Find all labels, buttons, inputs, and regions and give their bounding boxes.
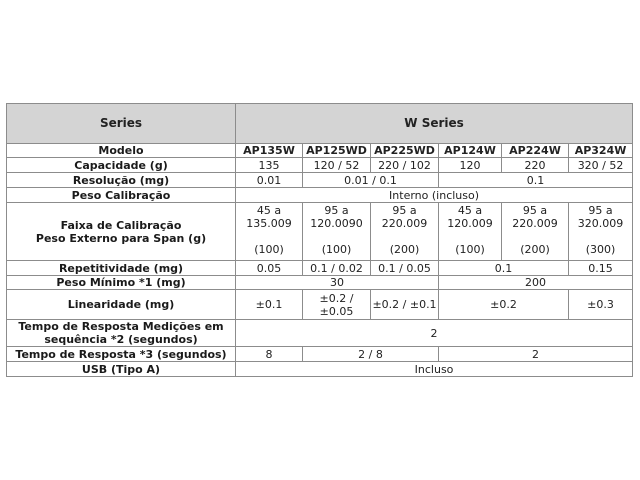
header-row [7,104,633,144]
linearity-value-line1: ±0.2 / [319,291,354,305]
resolution-value: 0.01 [236,173,303,188]
linearity-value: ±0.2 / ±0.1 [371,290,439,320]
linearity-value: ±0.2 [439,290,569,320]
usb-label: USB (Tipo A) [7,362,236,377]
model-row [7,144,633,158]
linearity-value: ±0.1 [236,290,303,320]
range-start: 45 a [256,204,282,217]
calibration-range-label [7,203,236,261]
sequence-response-value: 2 [236,320,633,347]
model-ap135w: AP135W [236,144,303,158]
calibration-range-cell [303,203,371,261]
calibration-weight-value: Interno (incluso) [236,188,633,203]
response-time-value: 2 [439,347,633,362]
repeatability-value: 0.05 [236,261,303,276]
linearity-value-stacked [303,290,371,320]
min-weight-row [7,276,633,290]
calibration-range-label-line1: Faixa de Calibração [60,218,182,232]
model-ap124w: AP124W [439,144,502,158]
repeatability-value: 0.1 / 0.02 [303,261,371,276]
capacity-value: 220 / 102 [371,158,439,173]
repeatability-value: 0.1 / 0.05 [371,261,439,276]
resolution-value: 0.01 / 0.1 [303,173,439,188]
calibration-range-cell [439,203,502,261]
resolution-value: 0.1 [439,173,633,188]
model-ap125wd: AP125WD [303,144,371,158]
response-time-value: 8 [236,347,303,362]
calibration-range-cell [502,203,569,261]
capacity-row [7,158,633,173]
capacity-value: 320 / 52 [569,158,633,173]
capacity-label: Capacidade (g) [7,158,236,173]
range-start: 95 a [522,204,548,217]
linearity-label: Linearidade (mg) [7,290,236,320]
range-end: 320.009 [577,217,624,230]
calibration-weight-label: Peso Calibração [7,188,236,203]
resolution-label: Resolução (mg) [7,173,236,188]
sequence-response-label-line1: Tempo de Resposta Medições em [18,320,224,333]
range-start: 95 a [392,204,417,217]
response-time-value: 2 / 8 [303,347,439,362]
capacity-value: 120 / 52 [303,158,371,173]
range-end: 220.009 [381,217,428,230]
repeatability-value: 0.15 [569,261,633,276]
series-header: Series [7,104,236,144]
recommended-weight: (100) [321,243,352,256]
response-time-row [7,347,633,362]
range-start: 95 a [324,204,349,217]
sequence-response-label [7,320,236,347]
calibration-range-cell [569,203,633,261]
model-ap224w: AP224W [502,144,569,158]
repeatability-row [7,261,633,276]
recommended-weight: (300) [585,243,616,256]
sequence-response-label-line2: sequência *2 (segundos) [44,333,198,346]
min-weight-label: Peso Mínimo *1 (mg) [7,276,236,290]
range-end: 135.009 [246,217,292,230]
capacity-value: 120 [439,158,502,173]
recommended-weight: (200) [520,243,550,256]
response-time-label: Tempo de Resposta *3 (segundos) [7,347,236,362]
calibration-range-cell [371,203,439,261]
linearity-row [7,290,633,320]
usb-row [7,362,633,377]
usb-value: Incluso [236,362,633,377]
linearity-value-line2: ±0.05 [319,304,354,318]
range-end: 220.009 [512,217,558,230]
calibration-range-cell [236,203,303,261]
calibration-range-label-line2: Peso Externo para Span (g) [35,231,207,245]
repeatability-label: Repetitividade (mg) [7,261,236,276]
recommended-weight: (100) [455,243,485,256]
spec-table [6,103,633,377]
calibration-weight-row [7,188,633,203]
model-ap225wd: AP225WD [371,144,439,158]
model-ap324w: AP324W [569,144,633,158]
model-label: Modelo [7,144,236,158]
min-weight-value: 200 [439,276,633,290]
sequence-response-row [7,320,633,347]
range-start: 45 a [457,204,483,217]
calibration-range-row [7,203,633,261]
capacity-value: 135 [236,158,303,173]
range-end: 120.009 [447,217,493,230]
capacity-value: 220 [502,158,569,173]
recommended-weight: (100) [254,243,284,256]
repeatability-value: 0.1 [439,261,569,276]
resolution-row [7,173,633,188]
min-weight-value: 30 [236,276,439,290]
series-name-header: W Series [236,104,633,144]
range-start: 95 a [588,204,613,217]
linearity-value: ±0.3 [569,290,633,320]
range-end: 120.0090 [310,217,363,230]
recommended-weight: (200) [389,243,420,256]
